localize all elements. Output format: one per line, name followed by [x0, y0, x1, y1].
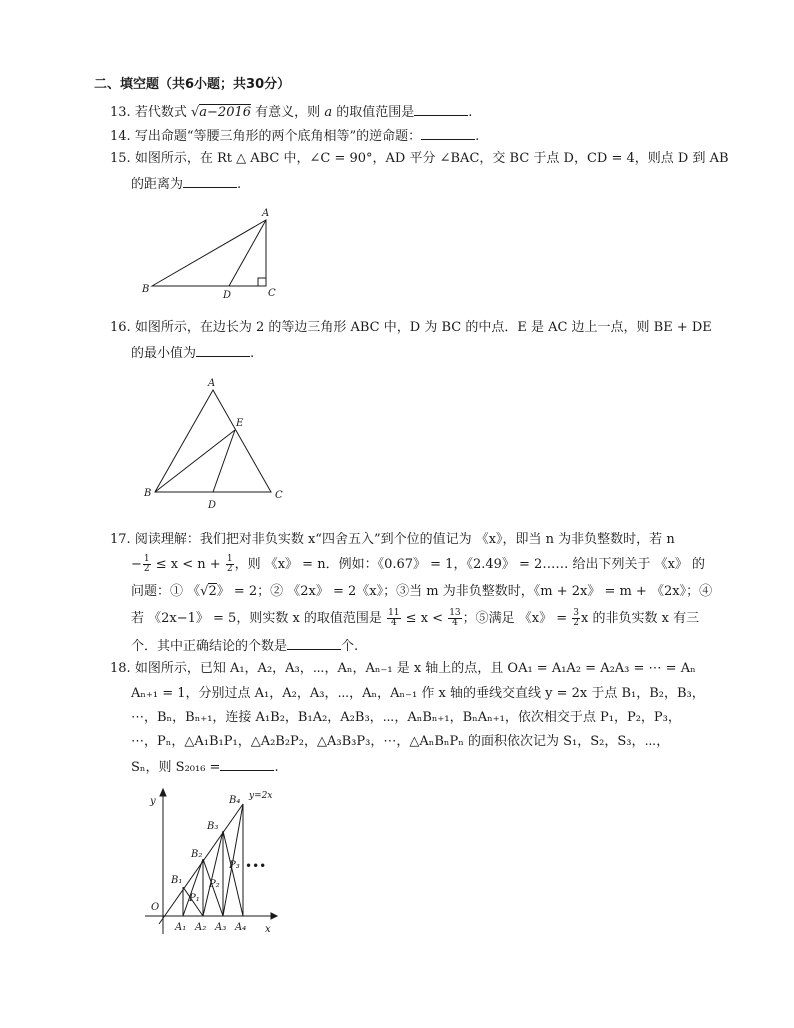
q18-line2: Aₙ₊₁ = 1，分别过点 A₁，A₂，A₃，⋯，Aₙ，Aₙ₋₁ 作 x 轴的垂线交直线 y = 2x 于点 B₁，B₂，B₃， — [131, 686, 705, 701]
label-a: A — [262, 208, 270, 219]
q17-end: 个. — [341, 639, 359, 654]
label-o: O — [151, 902, 160, 913]
q15-end: . — [237, 177, 242, 192]
label-p2: P₂ — [209, 879, 220, 890]
label-line: y=2x — [249, 791, 273, 801]
question-17-line2 — [131, 555, 705, 574]
fraction-11-4: $\frac{11}{4}$ — [388, 608, 400, 628]
label-e: E — [236, 418, 244, 429]
label-d: D — [208, 500, 217, 511]
question-15-cont — [131, 174, 241, 194]
question-18-line5 — [131, 757, 279, 777]
q15-number: 15. — [110, 151, 131, 166]
fraction-13-4: $\frac{13}{4}$ — [449, 608, 461, 628]
q17-ineq2: ≤ x < — [405, 611, 444, 626]
triangle-abc — [152, 220, 266, 286]
label-p1: P₁ — [189, 893, 200, 904]
y-axis-arrow-icon — [160, 789, 166, 796]
fraction-half: $\frac{1}{2}$ — [143, 554, 150, 574]
label-b: B — [144, 488, 152, 499]
question-17-line3 — [131, 583, 712, 601]
segment-ad — [229, 220, 266, 286]
answer-blank[interactable] — [220, 757, 274, 771]
q15-line2: 的距离为 — [131, 177, 184, 192]
q17-line1: 阅读理解：我们把对非负实数 x“四舍五入”到个位的值记为 《x》，即当 n 为非负整数时，若 n — [134, 532, 675, 547]
label-x: x — [265, 924, 271, 935]
triangle-abc — [155, 390, 271, 492]
question-18 — [110, 660, 696, 678]
q14-end: . — [475, 129, 480, 144]
question-16-cont — [131, 343, 254, 363]
q13-post: 有意义，则 — [255, 105, 321, 120]
answer-blank[interactable] — [414, 102, 468, 116]
question-17-line5 — [131, 636, 358, 656]
answer-blank[interactable] — [287, 636, 341, 650]
q17-item5: ；⑤满足 《x》 = — [462, 611, 568, 626]
right-angle-mark — [258, 278, 266, 286]
q17-line2-rest: ，则 《x》 = n．例如：《0.67》 = 1，《2.49》 = 2…… 给出下列关于 《x》 的 — [234, 557, 706, 572]
x-axis-arrow-icon — [271, 913, 277, 919]
q17-line5: 个．其中正确结论的个数是 — [131, 639, 288, 654]
question-17-line4 — [131, 609, 699, 628]
segment-de — [213, 430, 235, 492]
fraction-half: $\frac{1}{2}$ — [226, 554, 233, 574]
q18-end: . — [274, 760, 279, 775]
segment-be — [155, 430, 235, 492]
segment-a1b2 — [183, 859, 203, 916]
section-title: 二、填空题（共6小题；共30分） — [94, 77, 291, 92]
question-15 — [110, 150, 729, 168]
label-b4: B₄ — [229, 795, 241, 806]
segment-b3a4 — [223, 831, 243, 916]
label-c: C — [275, 490, 283, 501]
label-y: y — [150, 796, 156, 807]
q16-figure — [140, 374, 295, 512]
q13-pre: 若代数式 — [134, 105, 187, 120]
question-16 — [110, 319, 712, 337]
fraction-3-2: $\frac{3}{2}$ — [573, 608, 580, 628]
q13-var: a — [324, 105, 333, 120]
q17-line3-rest: 》 = 2；② 《2x》 = 2《x》；③当 m 为非负整数时，《m + 2x》 = m + 《2x》；④ — [216, 584, 713, 599]
segment-a2b3 — [203, 831, 223, 916]
q14-text: 写出命题“等腰三角形的两个底角相等”的逆命题： — [134, 129, 422, 144]
q17-item1-pre: 问题：① 《 — [131, 584, 201, 599]
q14-number: 14. — [110, 129, 131, 144]
label-b1: B₁ — [171, 875, 183, 886]
q18-line1: 如图所示，已知 A₁，A₂，A₃，⋯，Aₙ，Aₙ₋₁ 是 x 轴上的点，且 OA₁ = A₁A₂ = A₂A₃ = ⋯ = Aₙ — [134, 661, 696, 676]
q16-line2: 的最小值为 — [131, 346, 197, 361]
q18-line4: ⋯，Pₙ，△A₁B₁P₁，△A₂B₂P₂，△A₃B₃P₃，⋯，△AₙBₙPₙ 的面积依次记为 S₁，S₂，S₃，⋯， — [131, 734, 670, 749]
q17-ineq: ≤ x < n + — [155, 557, 221, 572]
label-a1: A₁ — [175, 922, 187, 933]
ellipsis-dots: ••• — [245, 859, 267, 873]
q16-line1: 如图所示，在边长为 2 的等边三角形 ABC 中，D 为 BC 的中点．E 是 AC 边上一点，则 BE + DE — [134, 320, 712, 335]
q17-item4: 若 《2x−1》 = 5，则实数 x 的取值范围是 — [131, 611, 382, 626]
label-b3: B₃ — [207, 821, 219, 832]
q13-sqrt: √a−2016 — [190, 105, 252, 120]
label-a4: A₄ — [235, 922, 247, 933]
label-b2: B₂ — [191, 849, 203, 860]
label-d: D — [223, 290, 232, 300]
label-p3: P₃ — [229, 860, 240, 871]
question-13 — [110, 102, 472, 122]
label-a2: A₂ — [195, 922, 207, 933]
label-c: C — [268, 288, 276, 299]
q13-end: . — [468, 105, 473, 120]
answer-blank[interactable] — [421, 126, 475, 140]
q17-sqrt: √2 — [200, 584, 217, 599]
q13-number: 13. — [110, 105, 131, 120]
q16-number: 16. — [110, 320, 131, 335]
answer-blank[interactable] — [196, 343, 250, 357]
q15-figure — [138, 204, 288, 300]
q18-figure — [145, 786, 285, 940]
label-b: B — [142, 284, 150, 295]
q13-tail: 的取值范围是 — [336, 105, 415, 120]
question-17 — [110, 531, 675, 549]
q17-minus: − — [131, 557, 142, 572]
answer-blank[interactable] — [183, 174, 237, 188]
q16-end: . — [250, 346, 255, 361]
q18-number: 18. — [110, 661, 131, 676]
q18-line3: ⋯，Bₙ，Bₙ₊₁，连接 A₁B₂，B₁A₂，A₂B₃，⋯，AₙBₙ₊₁，BₙAₙ₊₁，依次相交于点 P₁，P₂，P₃， — [131, 710, 681, 725]
q18-line5: Sₙ，则 S₂₀₁₆ = — [131, 760, 221, 775]
q15-line1: 如图所示，在 Rt △ ABC 中，∠C = 90°，AD 平分 ∠BAC，交 BC 于点 D，CD = 4，则点 D 到 AB — [134, 151, 729, 166]
label-a3: A₃ — [215, 922, 227, 933]
label-a: A — [208, 378, 216, 389]
question-14 — [110, 126, 479, 146]
q17-number: 17. — [110, 532, 131, 547]
q17-item5-rest: x 的非负实数 x 有三 — [581, 611, 700, 626]
